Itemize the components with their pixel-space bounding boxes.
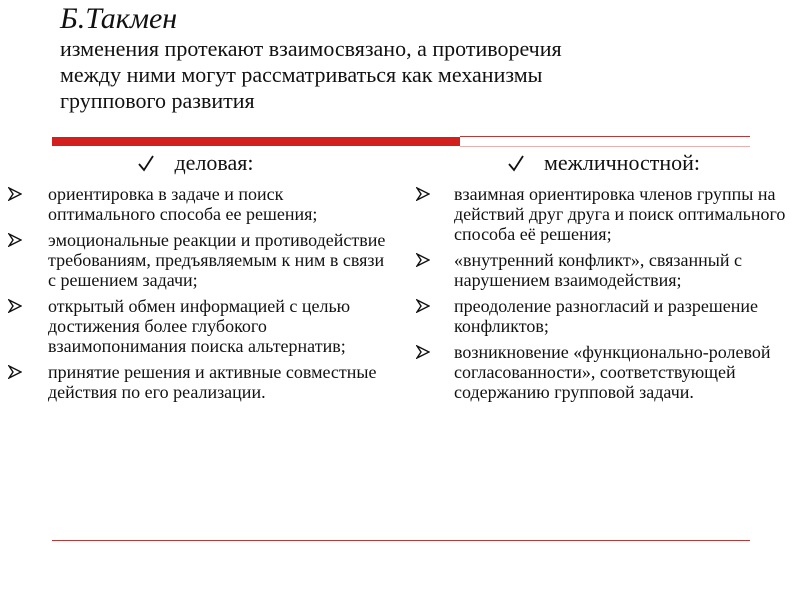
slide-header xyxy=(60,2,720,114)
arrow-bullet-icon xyxy=(8,187,22,201)
list-item: ориентировка в задаче и поиск оптимального способа ее решения; xyxy=(0,184,392,224)
accent-bar xyxy=(52,137,460,146)
check-icon xyxy=(508,154,524,172)
business-list xyxy=(0,184,392,402)
arrow-bullet-icon xyxy=(416,187,430,201)
divider-line xyxy=(52,540,750,541)
slide-title: Б.Такмен xyxy=(60,2,178,35)
arrow-bullet-icon xyxy=(416,299,430,313)
column-heading xyxy=(408,150,800,176)
subtitle-line: между ними могут рассматриваться как механизмы xyxy=(60,62,543,87)
interpersonal-column xyxy=(408,150,800,408)
divider-line xyxy=(460,136,750,137)
list-item: возникновение «функционально-ролевой согласованности», соответствующей содержанию групповой задачи. xyxy=(408,342,800,402)
check-icon xyxy=(138,154,154,172)
arrow-bullet-icon xyxy=(8,233,22,247)
business-column xyxy=(0,150,392,408)
arrow-bullet-icon xyxy=(416,345,430,359)
heading-label: межличностной: xyxy=(543,150,701,175)
subtitle-line: группового развития xyxy=(60,88,255,113)
list-item: принятие решения и активные совместные действия по его реализации. xyxy=(0,362,392,402)
arrow-bullet-icon xyxy=(8,365,22,379)
arrow-bullet-icon xyxy=(416,253,430,267)
list-item: эмоциональные реакции и противодействие требованиям, предъявляемым к ним в связи с решением задачи; xyxy=(0,230,392,290)
list-item: преодоление разногласий и разрешение конфликтов; xyxy=(408,296,800,336)
heading-label: деловая: xyxy=(174,150,254,175)
subtitle-line: изменения протекают взаимосвязано, а противоречия xyxy=(60,36,562,61)
list-item: взаимная ориентировка членов группы на действий друг друга и поиск оптимального способа её решения; xyxy=(408,184,800,244)
divider-line xyxy=(460,146,750,147)
interpersonal-list xyxy=(408,184,800,402)
list-item: «внутренний конфликт», связанный с нарушением взаимодействия; xyxy=(408,250,800,290)
column-heading xyxy=(0,150,392,176)
arrow-bullet-icon xyxy=(8,299,22,313)
list-item: открытый обмен информацией с целью достижения более глубокого взаимопонимания поиска альтернатив; xyxy=(0,296,392,356)
